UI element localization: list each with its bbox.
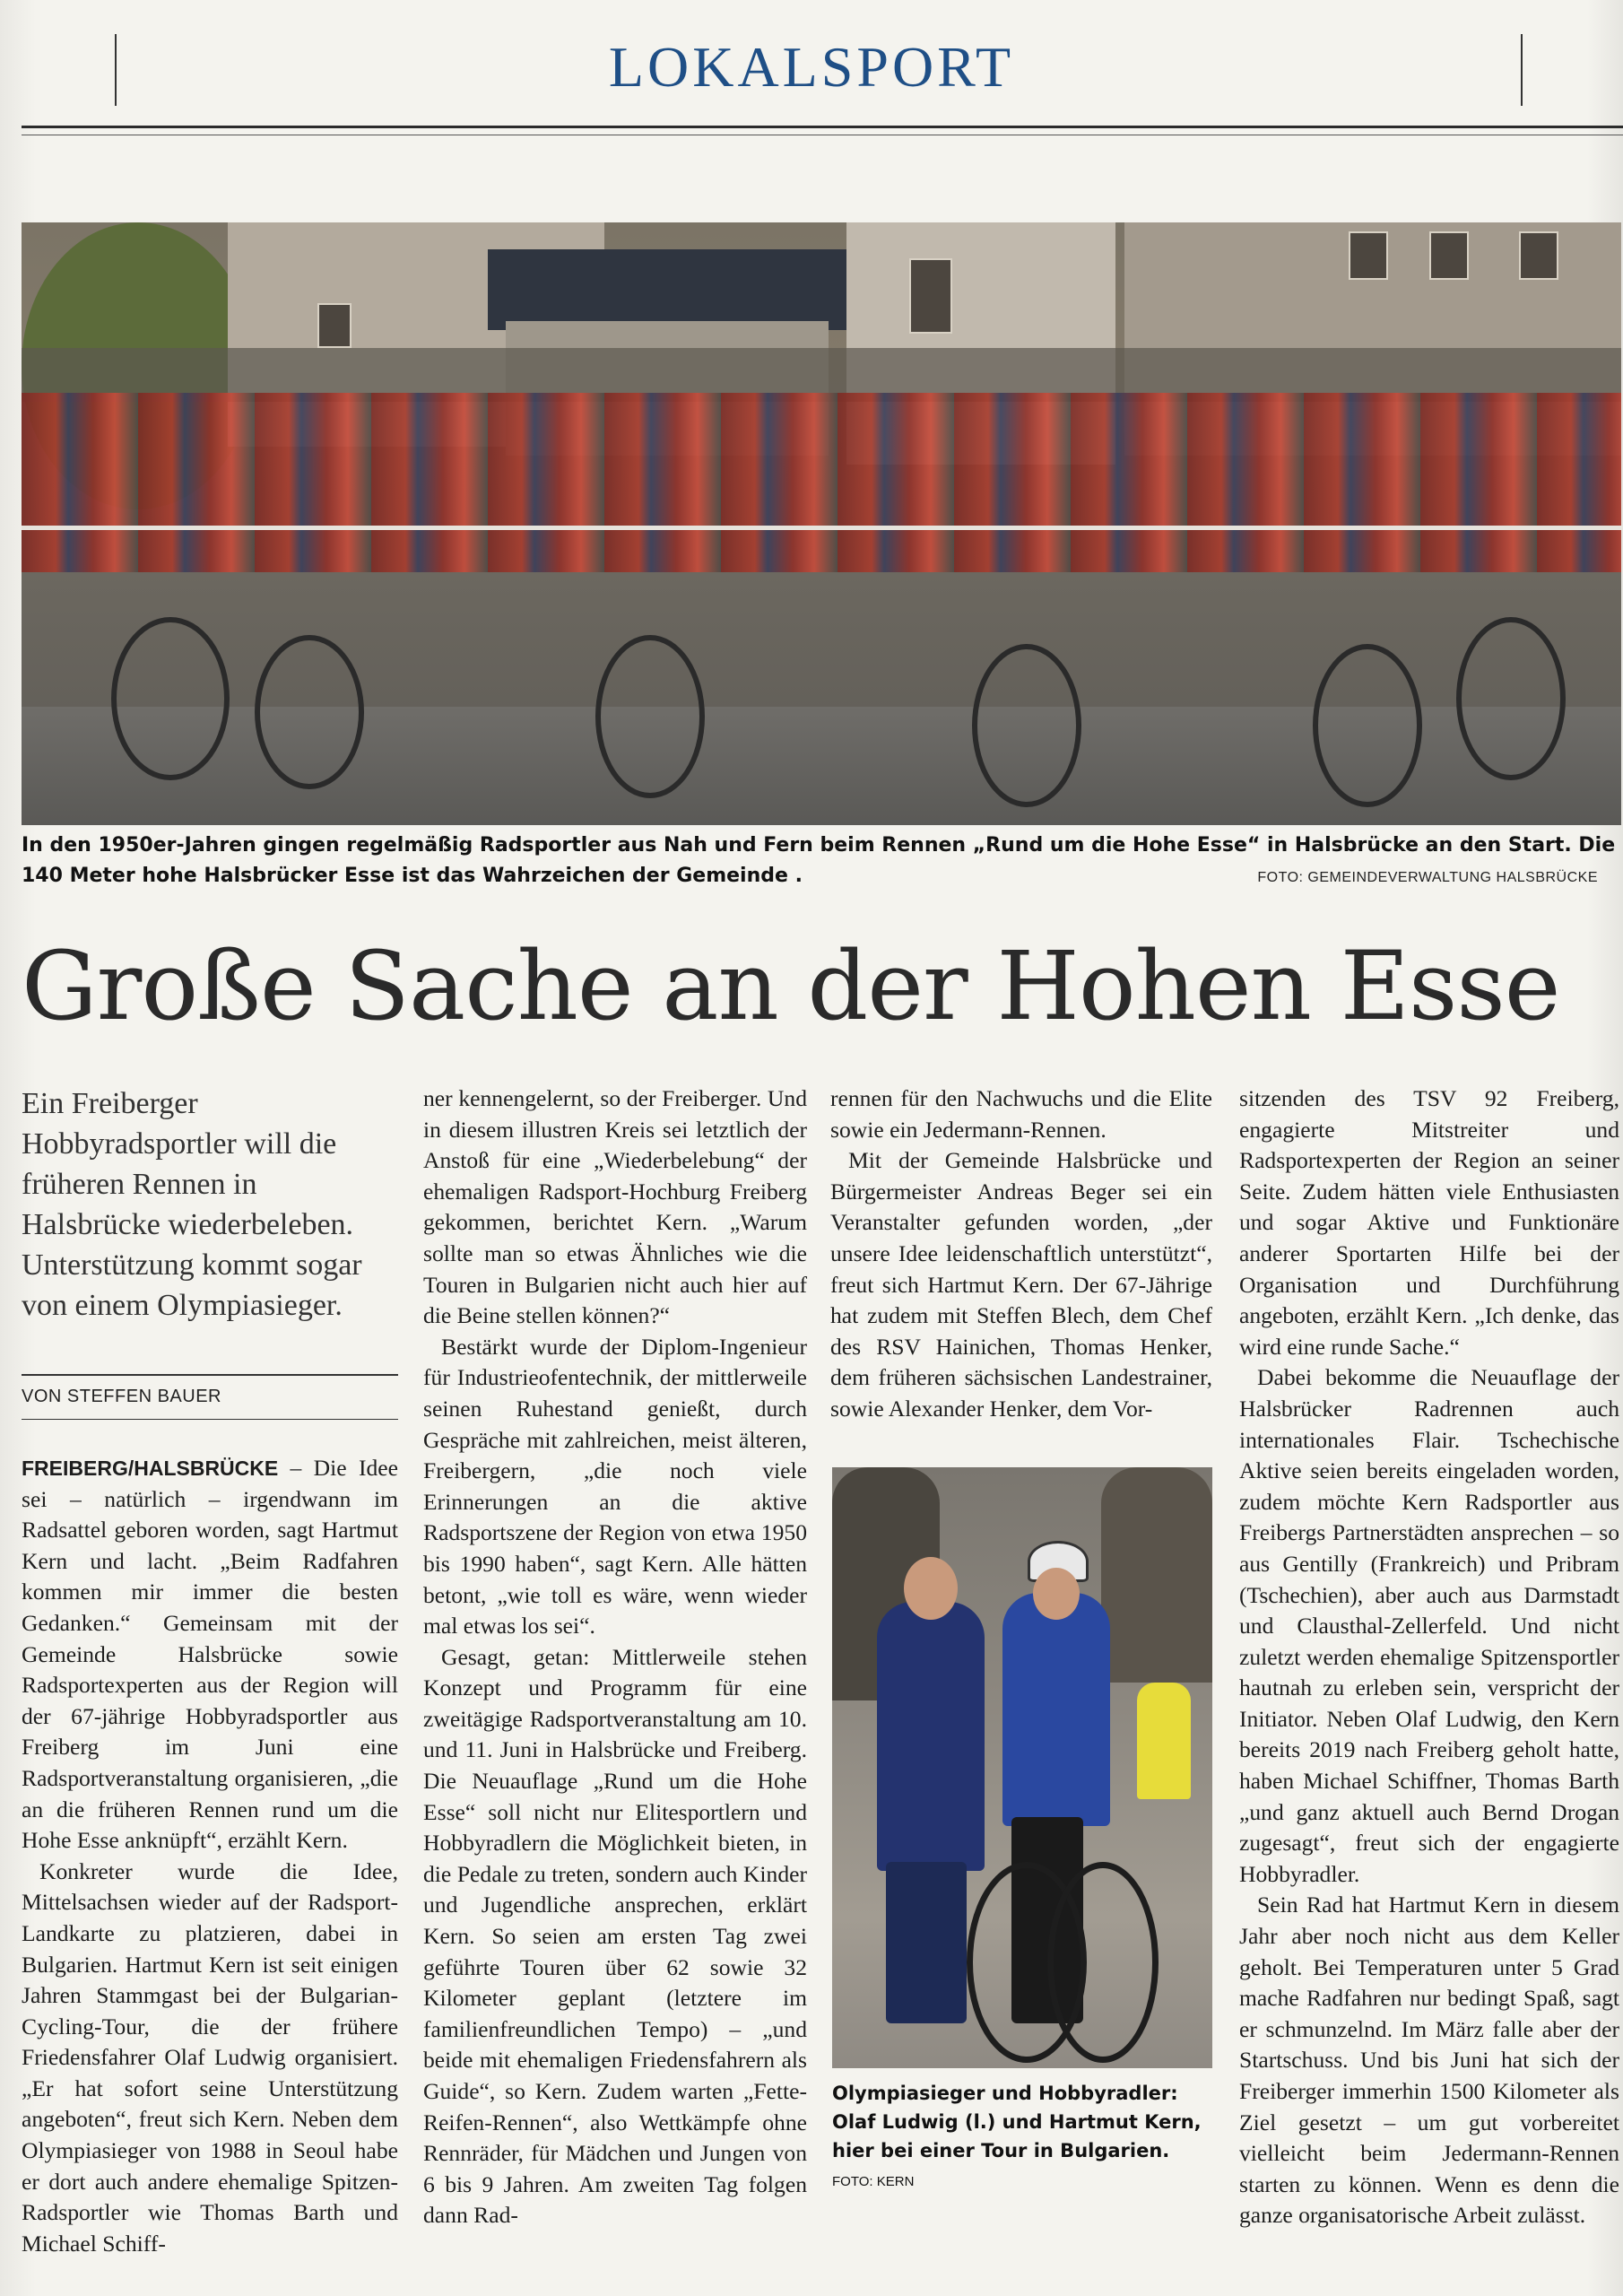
article-teaser: Ein Freiberger Hobbyradsportler will die früheren Rennen in Halsbrücke wiederbeleben. Unterstützung kommt sogar von einem Olympiasieger. bbox=[22, 1087, 362, 1322]
second-photo-caption: Olympiasieger und Hobbyradler: Olaf Ludwig (l.) und Hartmut Kern, hier bei einer Tour in Bulgarien. FOTO: KERN bbox=[832, 2083, 1202, 2189]
second-photo-credit: FOTO: KERN bbox=[832, 2174, 915, 2189]
paragraph: Dabei bekomme die Neuauflage der Halsbrücker Radrennen auch internationales Flair. Tschechische Aktive seien bereits eingeladen worden, zudem möchte Kern Radsportler aus Freibergs Partnerstädten ansprechen – so aus Gentilly (Frankreich) und Pribram (Tschechien), aber auch aus Darmstadt und Clausthal-Zellerfeld. Und nicht zuletzt werden ehemalige Spitzensportler hautnah zu erleben sein, verspricht der Initiator. Neben Olaf Ludwig, den Kern bereits 2019 nach Freiberg geholt hatte, haben Michael Schiffner, Thomas Barth „und ganz aktuell auch Bernd Drogan zugesagt“, freut sich der engagierte Hobbyradler. bbox=[1239, 1364, 1619, 1887]
article-byline: VON STEFFEN BAUER bbox=[22, 1387, 221, 1406]
article-column-1 bbox=[22, 1453, 398, 2259]
byline-rule-bottom bbox=[22, 1419, 398, 1420]
paragraph: Konkreter wurde die Idee, Mittelsachsen wieder auf der Radsport-Landkarte zu platzieren, dabei in Bulgarien. Hartmut Kern ist seit einigen Jahren Stammgast bei der Bulgarian-Cycling-Tour, die der frühere Friedensfahrer Olaf Ludwig organisiert. „Er hat sofort seine Unterstützung angeboten“, freut sich Kern. Neben dem Olympiasieger von 1988 in Seoul habe er dort auch andere ehemalige Spitzen-Radsportler wie Thomas Barth und Michael Schiff- bbox=[22, 1857, 398, 2257]
paragraph: Bestärkt wurde der Diplom-Ingenieur für Industrieofentechnik, der mittlerweile seinen Ruhestand genießt, durch Gespräche mit zahlreichen, meist älteren, Freibergern, „die noch viele Erinnerungen an die aktive Radsportszene der Region von etwa 1950 bis 1990 haben“, sagt Kern. Alle hätten betont, „wie toll es wäre, wenn wieder mal etwas los sei“. bbox=[423, 1333, 807, 1639]
section-title: LOKALSPORT bbox=[608, 35, 1015, 99]
paragraph: sitzenden des TSV 92 Freiberg, engagierte Mitstreiter und Radsportexperten der Region an seiner Seite. Zudem hätten viele Enthusiasten und sogar Aktive und Funktionäre anderer Sportarten Hilfe bei der Organisation und Durchführung angeboten, erzählt Kern. „Ich denke, das wird eine runde Sache.“ bbox=[1239, 1085, 1619, 1360]
dateline: FREIBERG/HALSBRÜCKE bbox=[22, 1457, 279, 1480]
paragraph: FREIBERG/HALSBRÜCKE – Die Idee sei – natürlich – irgendwann im Radsattel geboren worden, sagt Hartmut Kern und lacht. „Beim Radfahren kommen mir immer die besten Gedanken.“ Gemeinsam mit der Gemeinde Halsbrücke sowie Radsportexperten aus der Region will der 67-jährige Hobbyradsportler aus Freiberg im Juni eine Radsportveranstaltung organisieren, „die an die früheren Rennen rund um die Hohe Esse anknüpft“, erzählt Kern. bbox=[22, 1455, 398, 1854]
article-column-3 bbox=[830, 1083, 1212, 1425]
header-rule bbox=[22, 126, 1623, 128]
paragraph: ner kennengelernt, so der Freiberger. Und in diesem illustren Kreis sei letztlich der Anstoß für eine „Wiederbelebung“ der ehemaligen Radsport-Hochburg Freiberg gekommen, berichtet Kern. „Warum sollte man so etwas Ähnliches wie die Touren in Bulgarien nicht auch hier auf die Beine stellen können?“ bbox=[423, 1085, 807, 1329]
paragraph: Sein Rad hat Hartmut Kern in diesem Jahr aber noch nicht aus dem Keller geholt. Bei Temperaturen unter 5 Grad mache Radfahren nur bedingt Spaß, sagt er schmunzelnd. Im März falle aber der Startschuss. Und bis Juni hat sich der Freiberger immerhin 1500 Kilometer als Ziel gesetzt – um gut vorbereitet vielleicht beim Jedermann-Rennen starten zu können. Wenn es denn die ganze organisatorische Arbeit zulässt. bbox=[1239, 1892, 1619, 2229]
article-headline: Große Sache an der Hohen Esse bbox=[22, 931, 1560, 1041]
paragraph: Gesagt, getan: Mittlerweile stehen Konzept und Programm für eine zweitägige Radsportveranstaltung am 10. und 11. Juni in Halsbrücke und Freiberg. Die Neuauflage „Rund um die Hohe Esse“ soll nicht nur Elitesportlern und Hobbyradlern die Möglichkeit bieten, in die Pedale zu treten, sondern auch Kinder und Jugendliche ansprechen, erklärt Kern. So seien am ersten Tag zwei geführte Touren über 62 sowie 32 Kilometer geplant (letztere im familienfreundlichen Tempo) – „und beide mit ehemaligen Friedensfahrern als Guide“, so Kern. Zudem warten „Fette-Reifen-Rennen“, also Wettkämpfe ohne Rennräder, für Mädchen und Jungen von 6 bis 9 Jahren. Am zweiten Tag folgen dann Rad- bbox=[423, 1643, 807, 2229]
photo-ludwig-and-kern bbox=[832, 1467, 1212, 2068]
hero-photo-credit: FOTO: GEMEINDEVERWALTUNG HALSBRÜCKE bbox=[1257, 870, 1598, 885]
article-column-2 bbox=[423, 1083, 807, 2231]
hero-photo-caption: In den 1950er-Jahren gingen regelmäßig Radsportler aus Nah und Fern beim Rennen „Rund um die Hohe Esse“ in Halsbrücke an den Start. Die 140 Meter hohe Halsbrücker Esse ist das Wahrzeichen der Gemeinde . bbox=[22, 834, 1616, 887]
byline-rule-top bbox=[22, 1374, 398, 1376]
hero-photo-cyclists-1950s bbox=[22, 222, 1621, 825]
article-column-4 bbox=[1239, 1083, 1619, 2231]
paragraph: rennen für den Nachwuchs und die Elite sowie ein Jedermann-Rennen. bbox=[830, 1085, 1212, 1143]
paragraph: Mit der Gemeinde Halsbrücke und Bürgermeister Andreas Beger sei ein Veranstalter gefunden worden, „der unsere Idee leidenschaftlich unterstützt“, freut sich Hartmut Kern. Der 67-Jährige hat zudem mit Steffen Blech, dem Chef des RSV Hainichen, Thomas Henker, dem früheren sächsischen Landestrainer, sowie Alexander Henker, dem Vor- bbox=[830, 1147, 1212, 1422]
